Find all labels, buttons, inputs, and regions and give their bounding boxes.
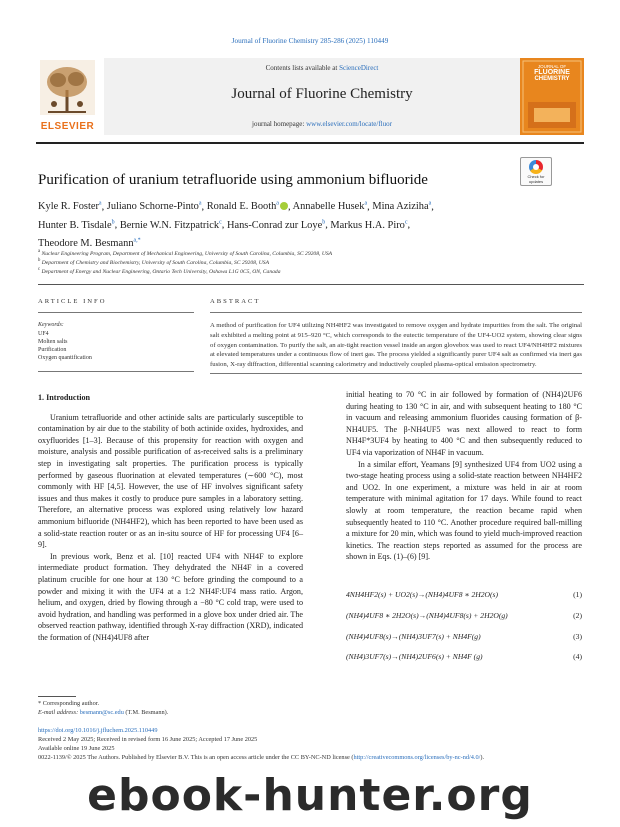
masthead-rule	[36, 142, 584, 144]
contents-line	[104, 64, 540, 72]
journal-name: Journal of Fluorine Chemistry	[231, 86, 413, 102]
paragraph: In a similar effort, Yeamans [9] synthesized UF4 from UO2 using a two-stage heating process using a solid-state reaction between NH4HF2 and UO2. In one experiment, a mixture was held in air at room temperature with minimal agitation for 17 days. While found to react slowly at room temperature, the reaction became rapid when subsequently heated to 110 °C. Another procedure required ball-milling a mixture for 20 min, which was found to yield much-improved reaction kinetics. The reaction steps reported as assumed for the process are shown in Eqs. (1)–(6) [9].	[346, 459, 582, 562]
equation-2: (NH4)4UF8 ∗ 2H2O(s)→(NH4)4UF8(s) + 2H2O(g) (2)	[346, 611, 582, 620]
abstract-text: A method of purification for UF4 utilizing NH4HF2 was investigated to remove oxygen and hydrate impurities from the salt. The original salt exhibited a melting point at 915–920 °C, which corresponds to the eutectic temperature of the UF4-UO2 system, showing clear signs of oxygen contamination. To purify the salt, an air-tight reaction vessel inside an argon glovebox was used to react UF4/NH4HF2 mixtures at elevated temperatures under a continuous flow of inert gas. The process yielded a significantly purer UF4 salt as confirmed via inert gas fusion, X-ray diffraction, differential scanning calorimetry and inductively coupled plasma-optical emission spectrometry.	[210, 322, 582, 368]
keyword: Molten salts	[38, 339, 68, 345]
equation-3: (NH4)4UF8(s)→(NH4)3UF7(s) + NH4F(g) (3)	[346, 632, 582, 641]
author[interactable]: Juliano Schorne-Pinto$^a$	[106, 201, 202, 213]
author[interactable]: Kyle R. Foster$^a$	[38, 201, 102, 213]
author[interactable]: Hans-Conrad zur Loye$^b$	[226, 219, 326, 231]
available-online: Available online 19 June 2025	[38, 745, 115, 752]
paragraph: In previous work, Benz et al. [10] reacted UF4 with NH4F to explore intermediate product formation. They dehydrated the NH4F in a covered platinum crucible for one hour at 130 °C before grinding the compound to a powder and mixing it with the UF4 at a 1:2 NH4F:UF4 mass ratio. Argon, helium, and oxygen, dried by flowing through a −80 °C cold trap, were used to avoid hydration, and handling was performed in a glove box under dried air. The observed reaction pathway, identified through X-ray diffraction (XRD), indicated the formation of (NH4)4UF8 after	[38, 551, 303, 642]
email-line: E-mail address: besmann@sc.edu (T.M. Besmann).	[38, 709, 169, 716]
journal-banner	[104, 58, 540, 135]
corresponding-note: * Corresponding author.	[38, 700, 100, 707]
equation-4: (NH4)3UF7(s)→(NH4)2UF6(s) + NH4F (g) (4)	[346, 652, 582, 661]
paragraph: Uranium tetrafluoride and other actinide salts are particularly susceptible to contamination by air due to the stability of both actinide oxides, hydroxides, and oxyfluorides [1–3]. Because of this propensity for reaction with oxygen and moisture, analysis and possible purification of as-received salts is a preliminary step in investigating salt properties. The purification process is typically performed by gaseous fluorination at elevated temperatures (∼600 °C), most commonly with HF [4,5]. However, the use of HF involves significant safety issues and thus makes it costly to produce pure samples in a laboratory setting. Therefore, an alternative process was explored using relatively low hazard ammonium bifluoride (NH4HF2), which has been reported to have been used as a solid-state reaction router or as an in-situ source of HF for processing UF4 [6–9].	[38, 412, 303, 550]
article-info-heading: ARTICLE INFO	[38, 298, 107, 305]
homepage-line	[104, 120, 540, 128]
publisher-logo-text: ELSEVIER	[40, 121, 95, 132]
watermark: ebook-hunter.org	[87, 770, 533, 821]
check-for-updates-button[interactable]	[520, 157, 552, 186]
keyword: Purification	[38, 347, 67, 353]
right-column	[346, 389, 582, 563]
abstract-bottom-rule	[210, 373, 582, 374]
abstract-rule	[210, 312, 582, 313]
cover-line-2: FLUORINE	[534, 69, 570, 76]
check-updates-icon	[529, 160, 543, 174]
homepage-link[interactable]: www.elsevier.com/locate/fluor	[306, 120, 392, 128]
affiliation: $^b$ Department of Chemistry and Biochemistry, University of South Carolina, Columbia, SC 29208, USA	[38, 258, 269, 266]
equation-1: 4NH4HF2(s) + UO2(s)→(NH4)4UF8 ∗ 2H2O(s) (1)	[346, 590, 582, 599]
author-list: Kyle R. Foster$^a$, Juliano Schorne-Pinto$^a$, Ronald E. Booth$^a$ , Annabelle Husek$^a$, Mina Aziziha$^a$, Hunter B. Tisdale$^b$, Bernie W.N. Fitzpatrick$^c$, Hans-Conrad zur Loye$^b$, Markus H.A. Piro$^c$, Theodore M. Besmann$^{a,*}$	[38, 201, 434, 249]
keywords-label: Keywords:	[38, 322, 64, 328]
journal-cover[interactable]	[520, 58, 584, 135]
footnote-rule	[38, 696, 76, 697]
left-column	[38, 392, 303, 643]
elsevier-logo[interactable]	[36, 58, 99, 135]
article-title: Purification of uranium tetrafluoride using ammonium bifluoride	[38, 172, 428, 188]
paragraph: initial heating to 70 °C in air followed by formation of (NH4)2UF6 during heating to 130 °C in air, and with subsequent heating to 180 °C in vacuum and releasing ammonium fluorides causing formation of β-NH4UF5. The β-NH4UF5 was next allowed to react to form NH4F*3UF4 by heating to 400 °C and then subsequently reduced to UF4 via vaporization of NH4F in vacuum.	[346, 390, 582, 457]
license-link[interactable]: http://creativecommons.org/licenses/by-nc-nd/4.0/	[353, 754, 481, 761]
received-dates: Received 2 May 2025; Received in revised form 16 June 2025; Accepted 17 June 2025	[38, 736, 258, 743]
cover-title	[520, 64, 584, 82]
journal-citation[interactable]: Journal of Fluorine Chemistry 285-286 (2025) 110449	[231, 37, 389, 45]
cover-line-1: JOURNAL OF	[537, 64, 567, 69]
affiliation: $^c$ Department of Energy and Nuclear Engineering, Ontario Tech University, Oshawa L1G 0C5, ON, Canada	[38, 267, 281, 275]
check-updates-label: Check for updates	[527, 174, 545, 184]
author[interactable]: Mina Aziziha$^a$	[372, 201, 432, 213]
doi-link[interactable]: https://doi.org/10.1016/j.jfluchem.2025.110449	[38, 727, 158, 734]
author[interactable]: Hunter B. Tisdale$^b$	[38, 219, 115, 231]
homepage-prefix: journal homepage:	[252, 120, 307, 128]
keywords-bottom-rule	[38, 371, 194, 372]
cover-line-3: CHEMISTRY	[534, 76, 570, 82]
author[interactable]: Annabelle Husek$^a$	[292, 201, 368, 213]
orcid-icon[interactable]	[280, 202, 288, 210]
author[interactable]: Markus H.A. Piro$^c$	[330, 219, 408, 231]
elsevier-tree-icon	[40, 60, 95, 115]
author[interactable]: Ronald E. Booth$^a$	[207, 201, 288, 212]
author[interactable]: Bernie W.N. Fitzpatrick$^c$	[119, 219, 222, 231]
keyword: Oxygen quantification	[38, 355, 92, 361]
sciencedirect-link[interactable]: ScienceDirect	[339, 64, 379, 72]
affiliation: $^a$ Nuclear Engineering Program, Department of Mechanical Engineering, University of South Carolina, Columbia, SC 29208, USA	[38, 249, 333, 257]
contents-prefix: Contents lists available at	[265, 64, 340, 72]
affiliation-rule	[38, 284, 584, 285]
article-info-rule	[38, 312, 194, 313]
masthead	[36, 58, 584, 138]
license-text: 0022-1139/© 2025 The Authors. Published by Elsevier B.V. This is an open access article under the CC BY-NC-ND license (http://creativecommons.org/licenses/by-nc-nd/4.0/).	[38, 754, 485, 761]
abstract-heading: ABSTRACT	[210, 298, 261, 305]
keyword: UF4	[38, 331, 49, 337]
section-heading: 1. Introduction	[38, 393, 91, 402]
author[interactable]: Theodore M. Besmann$^{a,*}$	[38, 237, 141, 249]
email-link[interactable]: besmann@sc.edu	[79, 709, 124, 716]
